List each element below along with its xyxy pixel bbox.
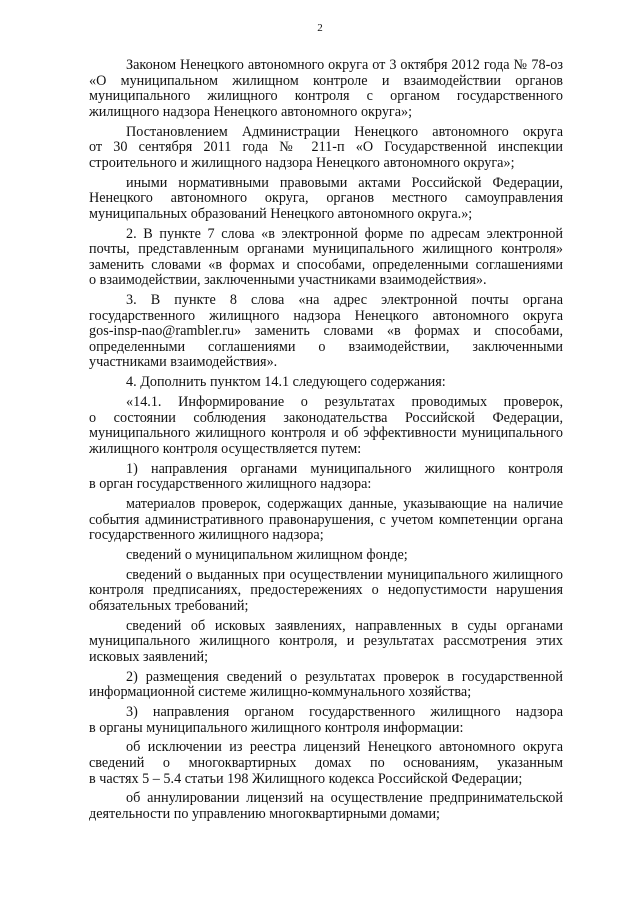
text-line: от 30 сентября 2011 года № 211-п «О Государственной инспекции: [89, 139, 563, 156]
text-line: события административного правонарушения, с учетом компетенции органа: [89, 511, 563, 528]
text-line: 4. Дополнить пунктом 14.1 следующего содержания:: [126, 374, 446, 391]
text-line: участниками взаимодействия».: [89, 354, 278, 371]
text-line: gos-insp-nao@rambler.ru» заменить словами «в формах и способами,: [89, 323, 563, 340]
paragraph-sub-1-fund: [89, 548, 563, 564]
text-line: о состоянии соблюдения законодательства Российской Федерации,: [89, 409, 563, 426]
text-line: об аннулировании лицензий на осуществление предпринимательской: [126, 790, 563, 807]
text-line: муниципального жилищного контроля с органом государственного: [89, 88, 563, 105]
paragraph-item-2: [89, 227, 563, 289]
text-line: в органы муниципального жилищного контроля информации:: [89, 719, 464, 736]
text-line: сведений о многоквартирных домах по основаниям, указанным: [89, 754, 563, 771]
text-line: муниципального жилищного контроля, и результатах рассмотрения этих: [89, 633, 563, 650]
document-body: [89, 58, 563, 823]
text-line: государственного жилищного надзора Ненецкого автономного округа: [89, 307, 563, 324]
text-line: муниципального жилищного контроля и об эффективности муниципального: [89, 425, 563, 442]
text-line: 2) размещения сведений о результатах проверок в государственной: [126, 668, 563, 685]
text-line: жилищного надзора Ненецкого автономного округа»;: [89, 103, 413, 120]
paragraph-item-4: [89, 375, 563, 391]
text-line: почты, представленным органами муниципального жилищного контроля»: [89, 241, 563, 258]
paragraph-sub-3-exclusion: [89, 740, 563, 787]
paragraph-sub-3: [89, 705, 563, 736]
paragraph-sub-3-annulment: [89, 791, 563, 822]
text-line: сведений о муниципальном жилищном фонде;: [126, 546, 408, 563]
text-line: в орган государственного жилищного надзора:: [89, 476, 372, 493]
text-line: сведений о выданных при осуществлении муниципального жилищного: [126, 566, 563, 583]
text-line: Законом Ненецкого автономного округа от 3 октября 2012 года № 78-оз: [126, 57, 563, 73]
page-number: 2: [317, 22, 323, 34]
text-line: строительного и жилищного надзора Ненецкого автономного округа»;: [89, 154, 515, 171]
paragraph-sub-1: [89, 462, 563, 493]
text-line: определенными соглашениями о взаимодействии, заключенными: [89, 338, 563, 355]
paragraph-other-acts: [89, 176, 563, 223]
text-line: «14.1. Информирование о результатах проводимых проверок,: [126, 394, 563, 410]
text-line: 2. В пункте 7 слова «в электронной форме по адресам электронной: [126, 225, 563, 242]
text-line: об исключении из реестра лицензий Ненецкого автономного округа: [126, 739, 563, 756]
text-line: деятельности по управлению многоквартирными домами;: [89, 805, 440, 822]
text-line: «О муниципальном жилищном контроле и взаимодействии органов: [89, 72, 563, 89]
text-line: государственного жилищного надзора;: [89, 527, 324, 544]
paragraph-sub-2: [89, 670, 563, 701]
text-line: сведений об исковых заявлениях, направленных в суды органами: [126, 617, 563, 634]
text-line: исковых заявлений;: [89, 648, 209, 665]
text-line: жилищного контроля осуществляется путем:: [89, 440, 362, 457]
text-line: материалов проверок, содержащих данные, указывающие на наличие: [126, 495, 563, 512]
text-line: 3. В пункте 8 слова «на адрес электронной почты органа: [126, 292, 563, 309]
text-line: информационной системе жилищно-коммунального хозяйства;: [89, 684, 472, 701]
paragraph-item-14-1: [89, 395, 563, 457]
text-line: 3) направления органом государственного жилищного надзора: [126, 704, 563, 720]
text-line: о взаимодействии, заключенными участниками взаимодействия».: [89, 272, 487, 289]
text-line: контроля предписаниях, предостережениях о недопустимости нарушения: [89, 582, 563, 599]
paragraph-resolution-ref: [89, 125, 563, 172]
text-line: муниципальных образований Ненецкого автономного округа.»;: [89, 205, 473, 222]
paragraph-sub-1-claims: [89, 619, 563, 666]
text-line: обязательных требований;: [89, 597, 249, 614]
paragraph-sub-1-orders: [89, 568, 563, 615]
text-line: заменить словами «в формах и способами, определенными соглашениями: [89, 256, 563, 273]
paragraph-sub-1-materials: [89, 497, 563, 544]
text-line: в частях 5 – 5.4 статьи 198 Жилищного кодекса Российской Федерации;: [89, 770, 523, 787]
paragraph-item-3: [89, 293, 563, 371]
text-line: иными нормативными правовыми актами Российской Федерации,: [126, 174, 563, 191]
text-line: Постановлением Администрации Ненецкого автономного округа: [126, 123, 563, 140]
text-line: 1) направления органами муниципального жилищного контроля: [126, 460, 563, 477]
paragraph-law-ref: [89, 58, 563, 120]
text-line: Ненецкого автономного округа, органов местного самоуправления: [89, 190, 563, 207]
